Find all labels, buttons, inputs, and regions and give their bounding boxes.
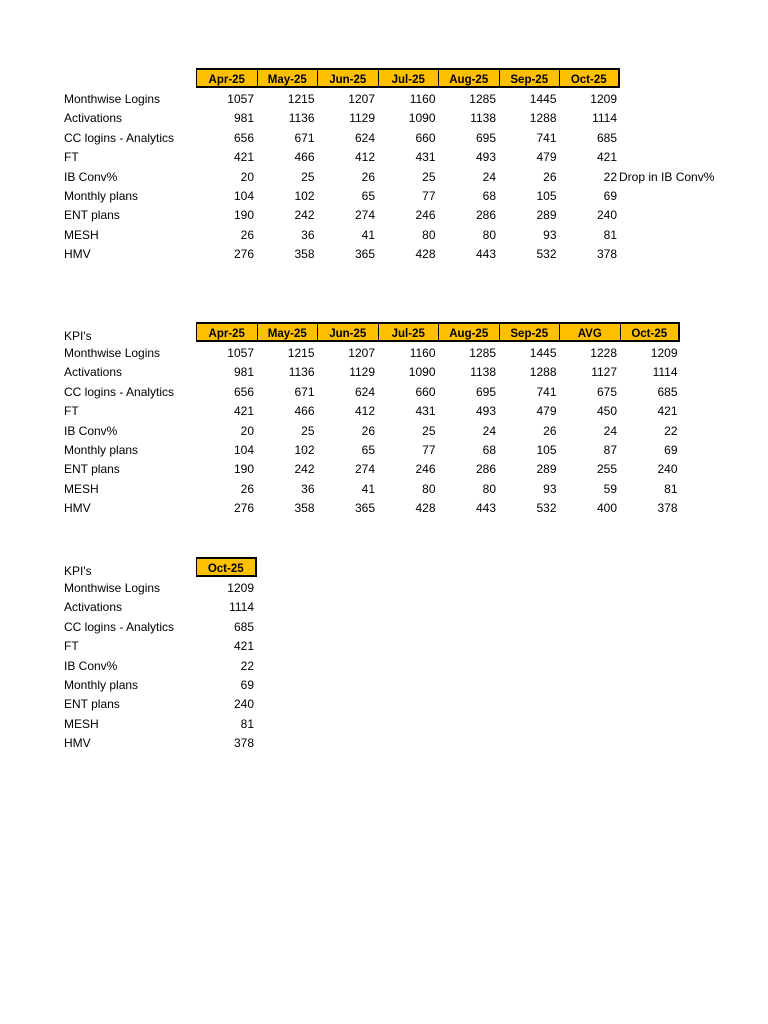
row-label: Monthwise Logins xyxy=(64,346,161,360)
cell-value: 1209 xyxy=(650,346,678,360)
cell-value: 428 xyxy=(415,501,436,516)
row-label: Monthly plans xyxy=(64,442,139,457)
cell-value: 685 xyxy=(596,130,617,145)
cell-value: 190 xyxy=(233,462,254,477)
cell-value: 24 xyxy=(482,169,496,184)
row-label: ENT plans xyxy=(64,697,120,712)
column-header: Jun-25 xyxy=(317,68,378,88)
cell-value: 24 xyxy=(482,423,496,438)
row-label: CC logins - Analytics xyxy=(64,619,175,634)
cell-value: 80 xyxy=(482,227,496,242)
column-header: Aug-25 xyxy=(438,322,499,342)
cell-value: 1445 xyxy=(529,346,557,360)
cell-value: 1114 xyxy=(229,600,254,615)
row-note: Drop in IB Conv% xyxy=(619,169,715,184)
table-title: KPI's xyxy=(64,329,92,343)
cell-value: 81 xyxy=(664,481,678,496)
cell-value: 20 xyxy=(240,169,254,184)
cell-value: 26 xyxy=(240,227,254,242)
cell-value: 36 xyxy=(301,227,315,242)
cell-value: 77 xyxy=(422,442,436,457)
cell-value: 443 xyxy=(475,501,496,516)
cell-value: 671 xyxy=(294,384,315,399)
row-label: Monthwise Logins xyxy=(64,92,161,106)
row-label: MESH xyxy=(64,227,99,242)
cell-value: 87 xyxy=(603,442,617,457)
cell-value: 1160 xyxy=(409,92,436,106)
cell-value: 1114 xyxy=(592,111,617,126)
cell-value: 65 xyxy=(361,188,375,203)
cell-value: 286 xyxy=(475,462,496,477)
cell-value: 412 xyxy=(354,150,375,165)
cell-value: 378 xyxy=(596,247,617,262)
cell-value: 493 xyxy=(475,150,496,165)
cell-value: 421 xyxy=(233,404,254,419)
cell-value: 685 xyxy=(657,384,678,399)
row-label: MESH xyxy=(64,716,99,731)
cell-value: 93 xyxy=(543,481,557,496)
cell-value: 660 xyxy=(415,384,436,399)
cell-value: 1228 xyxy=(590,346,617,360)
cell-value: 65 xyxy=(361,442,375,457)
cell-value: 25 xyxy=(422,423,436,438)
cell-value: 240 xyxy=(657,462,678,477)
cell-value: 41 xyxy=(361,227,375,242)
table-title: KPI's xyxy=(64,564,92,578)
row-label: Monthly plans xyxy=(64,188,139,203)
column-header: May-25 xyxy=(257,322,318,342)
row-label: Monthwise Logins xyxy=(64,581,161,595)
cell-value: 1207 xyxy=(348,92,375,106)
cell-value: 77 xyxy=(422,188,436,203)
row-label: HMV xyxy=(64,501,91,516)
cell-value: 1138 xyxy=(470,365,496,380)
cell-value: 1136 xyxy=(288,365,315,380)
cell-value: 695 xyxy=(475,130,496,145)
cell-value: 105 xyxy=(536,442,557,457)
row-label: IB Conv% xyxy=(64,169,118,184)
cell-value: 412 xyxy=(354,404,375,419)
cell-value: 981 xyxy=(233,111,254,126)
row-label: MESH xyxy=(64,481,99,496)
cell-value: 443 xyxy=(475,247,496,262)
cell-value: 69 xyxy=(240,677,254,692)
cell-value: 26 xyxy=(361,169,375,184)
row-label: ENT plans xyxy=(64,208,120,223)
row-label: IB Conv% xyxy=(64,423,118,438)
cell-value: 656 xyxy=(233,130,254,145)
cell-value: 1160 xyxy=(409,346,436,360)
cell-value: 80 xyxy=(422,481,436,496)
cell-value: 466 xyxy=(294,150,315,165)
cell-value: 365 xyxy=(354,501,375,516)
cell-value: 81 xyxy=(603,227,617,242)
cell-value: 289 xyxy=(536,208,557,223)
row-label: FT xyxy=(64,404,79,419)
cell-value: 358 xyxy=(294,247,315,262)
cell-value: 421 xyxy=(233,639,254,654)
cell-value: 421 xyxy=(657,404,678,419)
column-header: May-25 xyxy=(257,68,318,88)
row-label: CC logins - Analytics xyxy=(64,384,175,399)
cell-value: 68 xyxy=(482,442,496,457)
cell-value: 104 xyxy=(233,188,254,203)
cell-value: 190 xyxy=(233,208,254,223)
cell-value: 80 xyxy=(422,227,436,242)
cell-value: 105 xyxy=(536,188,557,203)
cell-value: 286 xyxy=(475,208,496,223)
cell-value: 25 xyxy=(422,169,436,184)
cell-value: 69 xyxy=(664,442,678,457)
cell-value: 22 xyxy=(664,423,678,438)
cell-value: 741 xyxy=(536,384,557,399)
cell-value: 1285 xyxy=(469,92,496,106)
cell-value: 102 xyxy=(294,188,315,203)
cell-value: 479 xyxy=(536,150,557,165)
cell-value: 479 xyxy=(536,404,557,419)
cell-value: 532 xyxy=(536,501,557,516)
cell-value: 26 xyxy=(543,169,557,184)
cell-value: 1285 xyxy=(469,346,496,360)
cell-value: 450 xyxy=(596,404,617,419)
cell-value: 695 xyxy=(475,384,496,399)
cell-value: 1090 xyxy=(408,365,436,380)
cell-value: 1129 xyxy=(349,111,375,126)
cell-value: 246 xyxy=(415,208,436,223)
cell-value: 26 xyxy=(240,481,254,496)
cell-value: 36 xyxy=(301,481,315,496)
cell-value: 22 xyxy=(603,169,617,184)
cell-value: 493 xyxy=(475,404,496,419)
cell-value: 421 xyxy=(233,150,254,165)
cell-value: 431 xyxy=(415,404,436,419)
cell-value: 1288 xyxy=(529,111,557,126)
column-header: Sep-25 xyxy=(499,322,560,342)
cell-value: 274 xyxy=(354,208,375,223)
cell-value: 400 xyxy=(596,501,617,516)
cell-value: 102 xyxy=(294,442,315,457)
cell-value: 1138 xyxy=(470,111,496,126)
cell-value: 532 xyxy=(536,247,557,262)
cell-value: 1114 xyxy=(652,365,678,380)
column-header: Jul-25 xyxy=(378,68,439,88)
row-label: HMV xyxy=(64,736,91,751)
cell-value: 685 xyxy=(233,619,254,634)
cell-value: 1215 xyxy=(287,346,315,360)
cell-value: 242 xyxy=(294,208,315,223)
column-header: Jul-25 xyxy=(378,322,439,342)
cell-value: 22 xyxy=(240,658,254,673)
cell-value: 276 xyxy=(233,501,254,516)
cell-value: 1057 xyxy=(227,346,254,360)
cell-value: 1090 xyxy=(408,111,436,126)
cell-value: 675 xyxy=(596,384,617,399)
cell-value: 81 xyxy=(240,716,254,731)
cell-value: 242 xyxy=(294,462,315,477)
cell-value: 741 xyxy=(536,130,557,145)
column-header: Jun-25 xyxy=(317,322,378,342)
row-label: IB Conv% xyxy=(64,658,118,673)
cell-value: 26 xyxy=(543,423,557,438)
cell-value: 981 xyxy=(233,365,254,380)
cell-value: 80 xyxy=(482,481,496,496)
column-header: AVG xyxy=(559,322,620,342)
row-label: ENT plans xyxy=(64,462,120,477)
row-label: Activations xyxy=(64,365,123,380)
cell-value: 358 xyxy=(294,501,315,516)
cell-value: 1215 xyxy=(287,92,315,106)
cell-value: 1127 xyxy=(591,365,617,380)
cell-value: 246 xyxy=(415,462,436,477)
cell-value: 1207 xyxy=(348,346,375,360)
row-label: FT xyxy=(64,150,79,165)
cell-value: 1057 xyxy=(227,92,254,106)
cell-value: 365 xyxy=(354,247,375,262)
cell-value: 624 xyxy=(354,384,375,399)
cell-value: 624 xyxy=(354,130,375,145)
cell-value: 660 xyxy=(415,130,436,145)
cell-value: 1445 xyxy=(529,92,557,106)
cell-value: 274 xyxy=(354,462,375,477)
cell-value: 466 xyxy=(294,404,315,419)
cell-value: 1129 xyxy=(349,365,375,380)
cell-value: 59 xyxy=(603,481,617,496)
column-header: Oct-25 xyxy=(559,68,620,88)
cell-value: 25 xyxy=(301,423,315,438)
cell-value: 671 xyxy=(294,130,315,145)
cell-value: 1209 xyxy=(227,581,254,595)
row-label: HMV xyxy=(64,247,91,262)
column-header: Sep-25 xyxy=(499,68,560,88)
cell-value: 431 xyxy=(415,150,436,165)
cell-value: 378 xyxy=(657,501,678,516)
row-label: Activations xyxy=(64,111,123,126)
column-header: Oct-25 xyxy=(620,322,681,342)
cell-value: 289 xyxy=(536,462,557,477)
cell-value: 69 xyxy=(603,188,617,203)
cell-value: 255 xyxy=(596,462,617,477)
cell-value: 104 xyxy=(233,442,254,457)
column-header: Oct-25 xyxy=(196,557,257,577)
row-label: Activations xyxy=(64,600,123,615)
cell-value: 240 xyxy=(596,208,617,223)
cell-value: 276 xyxy=(233,247,254,262)
cell-value: 428 xyxy=(415,247,436,262)
cell-value: 41 xyxy=(361,481,375,496)
cell-value: 25 xyxy=(301,169,315,184)
cell-value: 1209 xyxy=(590,92,617,106)
cell-value: 93 xyxy=(543,227,557,242)
column-header: Aug-25 xyxy=(438,68,499,88)
cell-value: 421 xyxy=(596,150,617,165)
cell-value: 24 xyxy=(603,423,617,438)
cell-value: 68 xyxy=(482,188,496,203)
column-header: Apr-25 xyxy=(196,68,257,88)
column-header: Apr-25 xyxy=(196,322,257,342)
cell-value: 26 xyxy=(361,423,375,438)
cell-value: 20 xyxy=(240,423,254,438)
cell-value: 1288 xyxy=(529,365,557,380)
cell-value: 378 xyxy=(233,736,254,751)
row-label: CC logins - Analytics xyxy=(64,130,175,145)
row-label: Monthly plans xyxy=(64,677,139,692)
row-label: FT xyxy=(64,639,79,654)
cell-value: 240 xyxy=(233,697,254,712)
cell-value: 656 xyxy=(233,384,254,399)
cell-value: 1136 xyxy=(288,111,315,126)
